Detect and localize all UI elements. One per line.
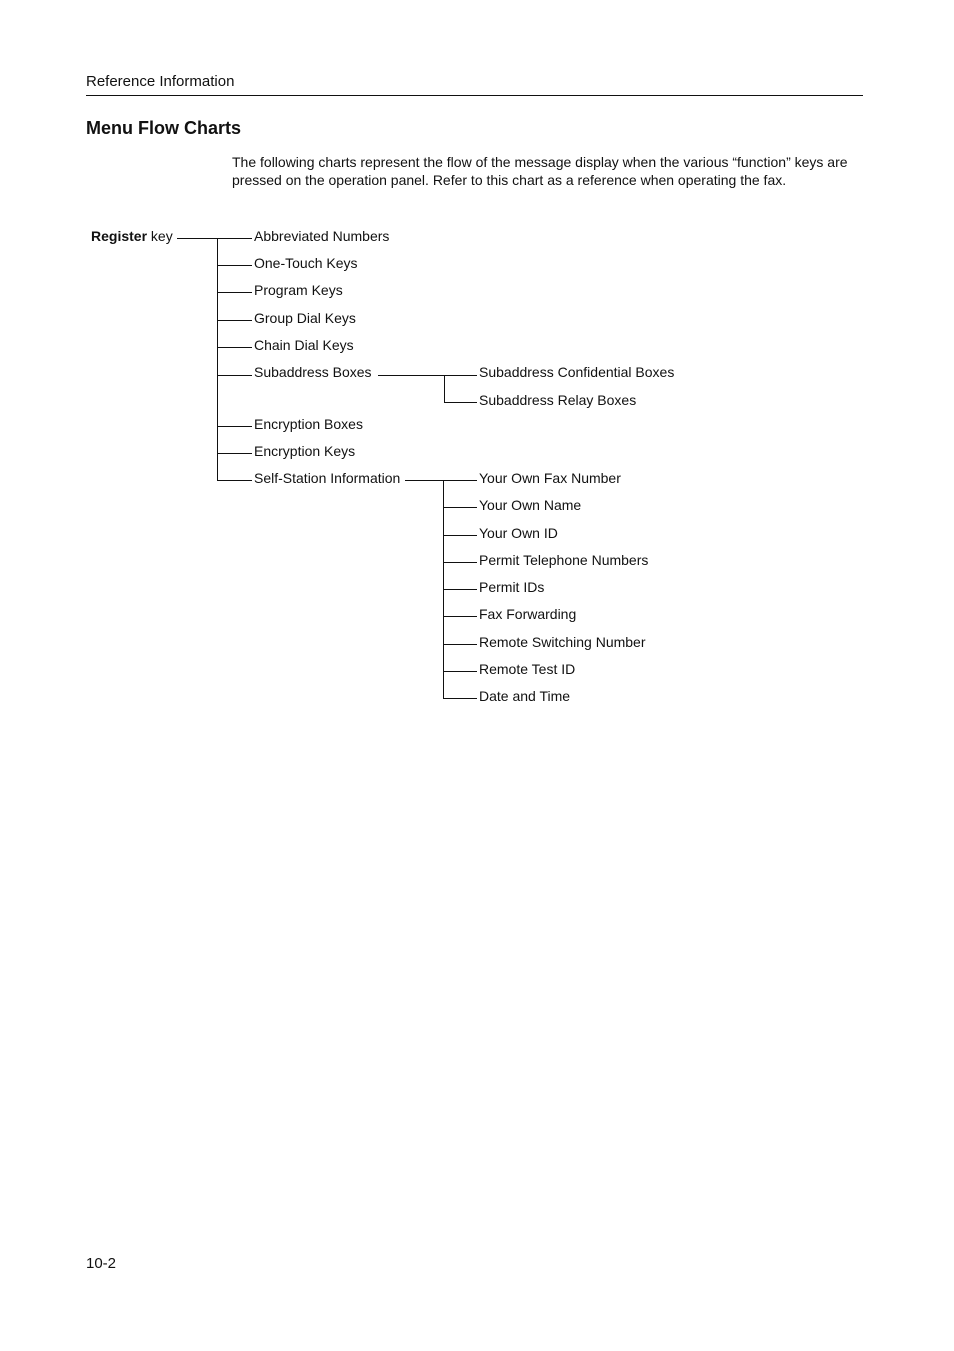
menu-item-your-own-fax-number: Your Own Fax Number	[479, 470, 621, 486]
branch-line	[217, 292, 252, 293]
menu-item-chain-dial-keys: Chain Dial Keys	[254, 337, 354, 353]
branch-line	[443, 535, 477, 536]
branch-line	[443, 644, 477, 645]
subaddress-trunk	[444, 375, 445, 403]
root-connector	[177, 238, 218, 239]
menu-item-fax-forwarding: Fax Forwarding	[479, 606, 577, 622]
menu-item-subaddress-relay-boxes: Subaddress Relay Boxes	[479, 392, 637, 408]
subaddress-connector	[378, 375, 445, 376]
menu-item-abbreviated-numbers: Abbreviated Numbers	[254, 228, 390, 244]
branch-line	[444, 375, 477, 376]
header-rule	[86, 95, 863, 96]
menu-item-encryption-keys: Encryption Keys	[254, 443, 356, 459]
branch-line	[217, 426, 252, 427]
branch-line	[443, 698, 477, 699]
page-title: Menu Flow Charts	[86, 118, 242, 138]
menu-item-remote-test-id: Remote Test ID	[479, 661, 576, 677]
menu-item-group-dial-keys: Group Dial Keys	[254, 310, 356, 326]
page-number: 10-2	[86, 1255, 117, 1272]
menu-item-program-keys: Program Keys	[254, 282, 343, 298]
branch-line	[443, 616, 477, 617]
self-station-connector	[405, 480, 444, 481]
menu-item-subaddress-confidential-boxes: Subaddress Confidential Boxes	[479, 364, 675, 380]
menu-item-permit-ids: Permit IDs	[479, 579, 545, 595]
menu-item-one-touch-keys: One-Touch Keys	[254, 255, 358, 271]
branch-line	[217, 480, 252, 481]
running-header: Reference Information	[86, 73, 235, 90]
branch-line	[217, 347, 252, 348]
register-key-bold: Register	[91, 228, 148, 244]
menu-item-your-own-id: Your Own ID	[479, 525, 558, 541]
menu-item-subaddress-boxes: Subaddress Boxes	[254, 364, 372, 380]
menu-item-remote-switching-number: Remote Switching Number	[479, 634, 646, 650]
branch-line	[217, 238, 252, 239]
branch-line	[217, 265, 252, 266]
menu-item-your-own-name: Your Own Name	[479, 497, 582, 513]
branch-line	[443, 562, 477, 563]
branch-line	[217, 320, 252, 321]
branch-line	[443, 589, 477, 590]
branch-line	[443, 480, 477, 481]
branch-line	[217, 453, 252, 454]
level1-trunk	[217, 238, 218, 481]
branch-line	[444, 402, 477, 403]
menu-item-encryption-boxes: Encryption Boxes	[254, 416, 363, 432]
menu-item-permit-telephone-numbers: Permit Telephone Numbers	[479, 552, 649, 568]
register-key-suffix: key	[147, 228, 173, 244]
root-register-key	[91, 228, 173, 244]
branch-line	[217, 375, 252, 376]
branch-line	[443, 507, 477, 508]
intro-paragraph: The following charts represent the flow of the message display when the various “function” keys are pressed on the operation panel. Refer to this chart as a reference when operating the fax.	[232, 154, 848, 188]
menu-item-self-station-information: Self-Station Information	[254, 470, 401, 486]
branch-line	[443, 671, 477, 672]
menu-item-date-and-time: Date and Time	[479, 688, 571, 704]
